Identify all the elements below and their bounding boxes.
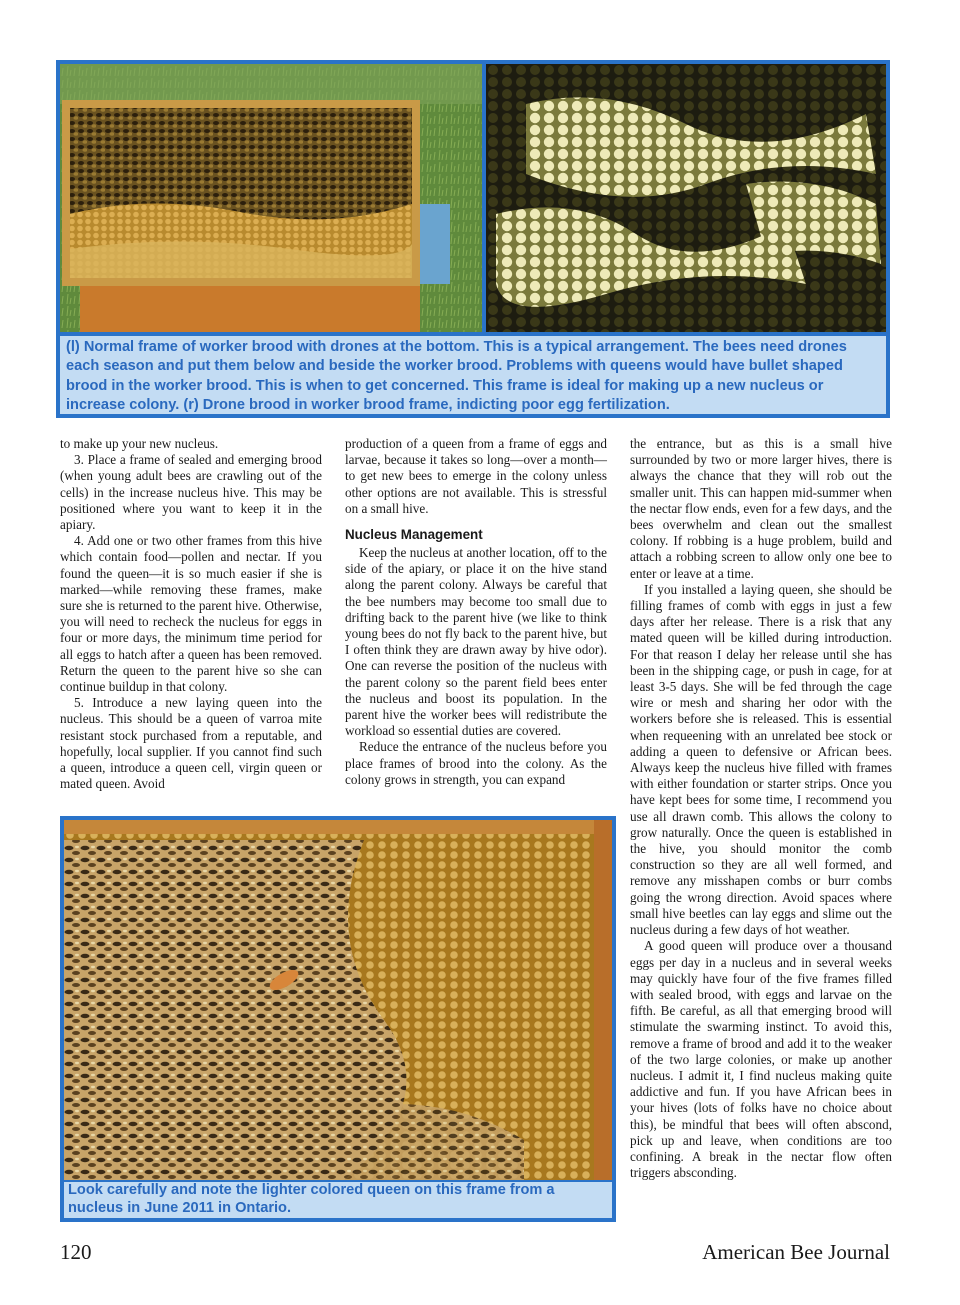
column-3 (630, 436, 892, 1181)
column-2 (345, 436, 607, 788)
bottom-figure (60, 816, 616, 1222)
bottom-figure-caption: Look carefully and note the lighter colored queen on this frame from a nucleus in June 2011 in Ontario. (64, 1182, 612, 1218)
paragraph: production of a queen from a frame of eggs and larvae, because it takes so long—over a month—to get new bees to emerge in the colony unless other options are not available. This is stressful on a small hive. (345, 436, 607, 516)
paragraph: If you installed a laying queen, she should be filling frames of comb with eggs in just a few days after her release. There is a risk that any mated queen will be killed during introduction. For that reason I delay her release until she has been in the shipping cage, or push in cage, for at least 3-5 days. She will be fed through the cage wire or mesh and sharing her odor with the workers before she is released. This is essential when requeening with an unrelated bee stock or adding a queen to defensive or African bees. Always keep the nucleus hive filled with frames with either foundation or starter strips. Once you have kept bees for some time, I recommend you use all drawn comb. This allows the colony to grow naturally. Once the queen is established in the hive, you should monitor the comb construction so they are all well formed, and remove any misshapen combs or burr combs going the wrong direction. Avoid spaces where small hive beetles can lay eggs and slime out the nucleus during a few days of hot weather. (630, 581, 892, 938)
column-1 (60, 436, 322, 792)
page-number: 120 (60, 1240, 92, 1264)
paragraph: 4. Add one or two other frames from this hive which contain food—pollen and nectar. If you found the queen—it is so much easier if she is marked—while removing these frames, make sure she is returned to the parent hive. Otherwise, you will need to recheck the nucleus for eggs in four or more days, the minimum time period for all eggs to hatch after a queen has been removed. Return the queen to the parent hive so she can continue buildup in that colony. (60, 533, 322, 695)
paragraph: Reduce the entrance of the nucleus before you place frames of brood into the colony. As the colony grows in strength, you can expand (345, 739, 607, 787)
queen-on-frame-photo (64, 820, 612, 1180)
worker-brood-frame-photo (60, 64, 482, 332)
drone-brood-comb-photo (486, 64, 886, 332)
section-heading: Nucleus Management (345, 527, 483, 543)
paragraph: 5. Introduce a new laying queen into the nucleus. This should be a queen of varroa mite resistant stock purchased from a reputable, and hopefully, local supplier. If you cannot find such a queen, introduce a queen cell, virgin queen or mated queen. Avoid (60, 695, 322, 792)
top-figure-caption: (l) Normal frame of worker brood with drones at the bottom. This is a typical arrangement. The bees need drones each season and put them below and beside the worker brood. Problems with queens would have bullet shaped brood in the worker brood. This is when to get concerned. This frame is ideal for making up a new nucleus or increase colony. (r) Drone brood in worker brood frame, indicting poor egg fertilization. (60, 336, 886, 414)
paragraph: the entrance, but as this is a small hive surrounded by two or more larger hives, there is always the chance that they will rob out the smaller unit. This can happen mid-summer when the nectar flow ends, even for a few days, and the bees overwhelm and clean out the smallest colony. If robbing is a huge problem, build and attach a robbing screen to allow only one bee to enter or leave at a time. (630, 436, 892, 581)
journal-name: American Bee Journal (702, 1240, 890, 1264)
paragraph: to make up your new nucleus. (60, 436, 219, 451)
top-figure (56, 60, 890, 418)
paragraph: 3. Place a frame of sealed and emerging brood (when young adult bees are crawling out of the cells) in the increase nucleus hive. This may be positioned where you want to keep it in the apiary. (60, 452, 322, 533)
paragraph: A good queen will produce over a thousand eggs per day in a nucleus and in several weeks may quickly have four of the five frames filled with sealed brood, with eggs and larvae on the fifth. Be careful, as all that emerging brood will stimulate the swarming instinct. To avoid this, remove a frame of brood and add it to the weaker of the two large colonies, or make up another nucleus. I admit it, I find nucleus making quite addictive and fun. If you have African bees in your hives (lots of folks have no choice about this), be mindful that bees will often abscond, pick up and leave, when conditions are too confining. A break in the nectar flow often triggers absconding. (630, 938, 892, 1181)
paragraph: Keep the nucleus at another location, off to the side of the apiary, or place it on the hive stand along the parent colony. Always be careful that the bee numbers may become too small due to drifting back to the parent hive (we like to think young bees do not fly back to the parent hive, but I often think they are drawn away by hive odor). One can reverse the position of the nucleus with the parent colony so the parent field bees enter the nucleus and boost its population. In the parent hive the worker bees will redistribute the workload so essential duties are covered. (345, 545, 607, 739)
